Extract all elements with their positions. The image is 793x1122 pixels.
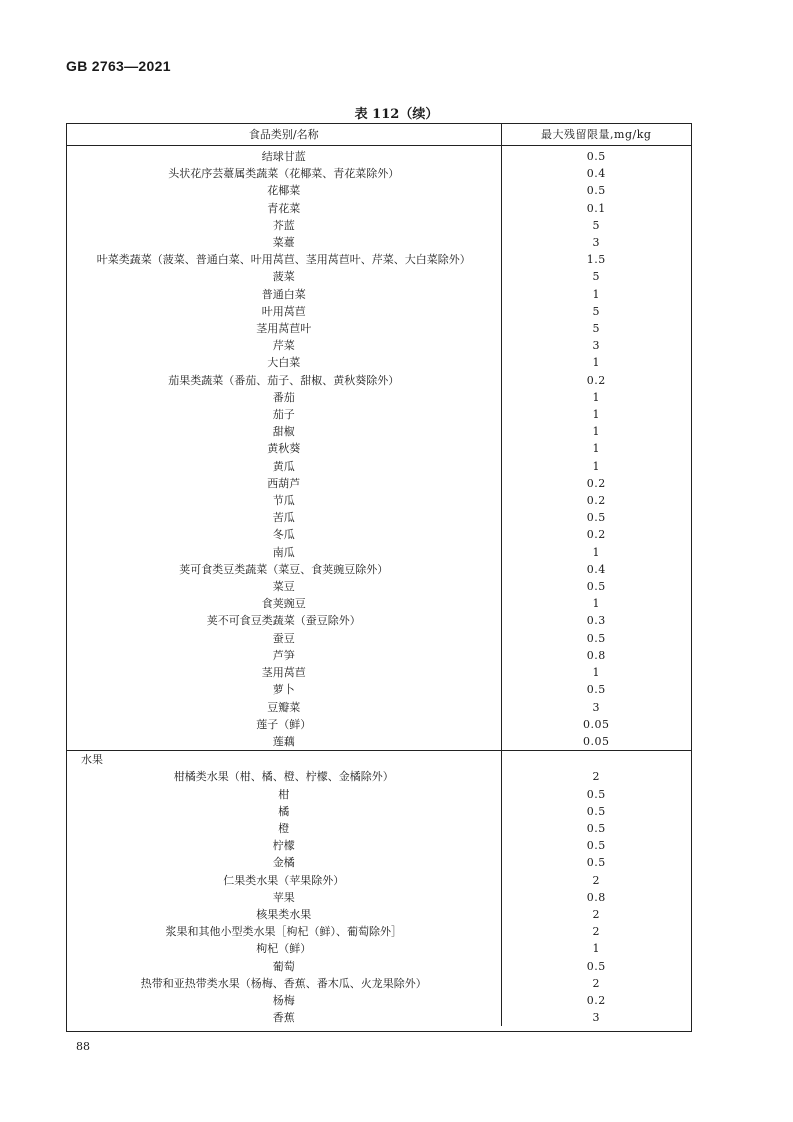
table-row	[67, 526, 691, 543]
food-name-cell: 南瓜	[67, 544, 501, 561]
residue-limit-cell: 0.5	[586, 787, 606, 801]
table-row	[67, 699, 691, 716]
table-row	[67, 182, 691, 199]
food-name-cell: 橘	[67, 803, 501, 820]
table-row	[67, 786, 691, 803]
table-row	[67, 544, 691, 561]
food-name-cell: 食荚豌豆	[67, 595, 501, 612]
residue-limit-cell: 2	[592, 907, 600, 921]
food-name-cell: 冬瓜	[67, 526, 501, 543]
food-name-cell: 浆果和其他小型类水果［枸杞（鲜）、葡萄除外］	[67, 923, 501, 940]
fruit-rows	[67, 751, 691, 1027]
food-name-cell: 柑橘类水果（柑、橘、橙、柠檬、金橘除外）	[67, 768, 501, 785]
table-row	[67, 234, 691, 251]
residue-limit-cell: 2	[592, 873, 600, 887]
table-row	[67, 820, 691, 837]
food-name-cell: 荚可食类豆类蔬菜（菜豆、食荚豌豆除外）	[67, 561, 501, 578]
food-name-cell: 芦笋	[67, 647, 501, 664]
food-name-cell: 莲藕	[67, 733, 501, 751]
table-row	[67, 630, 691, 647]
food-name-cell: 热带和亚热带类水果（杨梅、香蕉、番木瓜、火龙果除外）	[67, 975, 501, 992]
residue-limit-cell: 3	[592, 339, 600, 353]
table-row	[67, 923, 691, 940]
food-name-cell: 豆瓣菜	[67, 699, 501, 716]
residue-limit-cell: 3	[592, 700, 600, 714]
food-name-cell: 大白菜	[67, 354, 501, 371]
residue-limit-cell: 1	[592, 390, 600, 404]
table-row	[67, 578, 691, 595]
table-row	[67, 975, 691, 992]
residue-limit-cell: 1	[592, 666, 600, 680]
residue-limit-cell: 0.5	[586, 511, 606, 525]
residue-limit-cell: 1	[592, 459, 600, 473]
residue-limit-cell: 2	[592, 925, 600, 939]
table-row	[67, 492, 691, 509]
table-row	[67, 509, 691, 526]
residue-limit-cell: 0.5	[586, 856, 606, 870]
food-name-cell: 萝卜	[67, 681, 501, 698]
residue-limit-cell: 0.1	[586, 201, 606, 215]
residue-limit-cell: 0.05	[583, 734, 610, 748]
residue-limit-cell: 0.5	[586, 184, 606, 198]
table-row	[67, 251, 691, 268]
table-row	[67, 286, 691, 303]
page-number: 88	[76, 1040, 90, 1053]
residue-limit-table	[66, 123, 692, 1032]
vegetable-rows	[67, 146, 691, 751]
residue-limit-cell: 0.5	[586, 631, 606, 645]
residue-limit-cell: 0.2	[586, 993, 606, 1007]
table-row	[67, 146, 691, 166]
standard-code: GB 2763—2021	[66, 58, 171, 74]
table-row	[67, 354, 691, 371]
food-name-cell: 菜薹	[67, 234, 501, 251]
residue-limit-cell: 1	[592, 408, 600, 422]
residue-limit-cell: 3	[592, 1011, 600, 1025]
residue-limit-cell: 0.5	[586, 150, 606, 163]
food-name-cell: 苦瓜	[67, 509, 501, 526]
table-row	[67, 733, 691, 751]
table-row	[67, 475, 691, 492]
table-row	[67, 906, 691, 923]
food-name-cell: 叶菜类蔬菜（菠菜、普通白菜、叶用莴苣、茎用莴苣叶、芹菜、大白菜除外）	[67, 251, 501, 268]
table-row	[67, 940, 691, 957]
food-name-cell: 柑	[67, 786, 501, 803]
food-name-cell: 核果类水果	[67, 906, 501, 923]
food-name-cell: 仁果类水果（苹果除外）	[67, 872, 501, 889]
table-row	[67, 958, 691, 975]
food-name-cell: 黄秋葵	[67, 440, 501, 457]
residue-limit-cell: 1	[592, 545, 600, 559]
food-name-cell: 青花菜	[67, 200, 501, 217]
residue-limit-cell: 0.5	[586, 959, 606, 973]
food-name-cell: 节瓜	[67, 492, 501, 509]
residue-limit-cell: 5	[592, 304, 600, 318]
table-row	[67, 681, 691, 698]
table-row	[67, 716, 691, 733]
residue-limit-cell: 1	[592, 942, 600, 956]
table-row	[67, 561, 691, 578]
residue-limit-cell: 1	[592, 425, 600, 439]
food-name-cell: 菜豆	[67, 578, 501, 595]
table-row	[67, 992, 691, 1009]
table-row	[67, 440, 691, 457]
residue-limit-cell: 0.3	[586, 614, 606, 628]
food-name-cell: 香蕉	[67, 1009, 501, 1026]
residue-limit-cell: 0.2	[586, 476, 606, 490]
table-row	[67, 664, 691, 681]
food-name-cell: 黄瓜	[67, 458, 501, 475]
residue-limit-cell: 0.4	[586, 167, 606, 181]
residue-limit-cell: 2	[592, 770, 600, 784]
table-row	[67, 889, 691, 906]
food-name-cell: 番茄	[67, 389, 501, 406]
table-row	[67, 872, 691, 889]
food-name-cell: 菠菜	[67, 268, 501, 285]
residue-limit-cell: 5	[592, 218, 600, 232]
table-row	[67, 595, 691, 612]
residue-limit-cell: 0.5	[586, 839, 606, 853]
table-row	[67, 337, 691, 354]
residue-limit-cell: 3	[592, 236, 600, 250]
table-row	[67, 647, 691, 664]
residue-limit-cell: 0.5	[586, 821, 606, 835]
food-name-cell: 葡萄	[67, 958, 501, 975]
food-name-cell: 西葫芦	[67, 475, 501, 492]
table-row	[67, 406, 691, 423]
food-name-cell: 芥蓝	[67, 217, 501, 234]
food-name-cell: 普通白菜	[67, 286, 501, 303]
residue-limit-cell: 0.4	[586, 562, 606, 576]
food-name-cell: 芹菜	[67, 337, 501, 354]
residue-limit-cell: 0.5	[586, 804, 606, 818]
food-name-cell: 橙	[67, 820, 501, 837]
residue-limit-cell: 1	[592, 442, 600, 456]
residue-limit-cell: 0.2	[586, 494, 606, 508]
residue-limit-cell: 0.05	[583, 717, 610, 731]
table-row	[67, 612, 691, 629]
table-caption: 表 112（续）	[354, 107, 439, 122]
table-header-row	[67, 124, 691, 146]
table-row	[67, 200, 691, 217]
table-row	[67, 165, 691, 182]
food-name-cell: 头状花序芸薹属类蔬菜（花椰菜、青花菜除外）	[67, 165, 501, 182]
table-row	[67, 837, 691, 854]
food-name-cell: 莲子（鲜）	[67, 716, 501, 733]
residue-limit-cell: 1	[592, 597, 600, 611]
food-name-cell: 花椰菜	[67, 182, 501, 199]
food-name-cell: 甜椒	[67, 423, 501, 440]
table-row	[67, 217, 691, 234]
food-name-cell: 蚕豆	[67, 630, 501, 647]
food-name-cell: 枸杞（鲜）	[67, 940, 501, 957]
section-label-fruit: 水果	[67, 751, 501, 769]
food-name-cell: 茄果类蔬菜（番茄、茄子、甜椒、黄秋葵除外）	[67, 372, 501, 389]
table-row	[67, 268, 691, 285]
residue-limit-cell: 1	[592, 356, 600, 370]
column-header-food-category: 食品类别/名称	[67, 124, 501, 146]
food-name-cell: 茎用莴苣	[67, 664, 501, 681]
residue-limit-cell: 0.8	[586, 890, 606, 904]
table-row	[67, 854, 691, 871]
residue-limit-cell: 5	[592, 270, 600, 284]
table-row	[67, 803, 691, 820]
food-name-cell: 柠檬	[67, 837, 501, 854]
table-row	[67, 458, 691, 475]
table-row	[67, 372, 691, 389]
column-header-max-residue-limit: 最大残留限量,mg/kg	[501, 124, 691, 146]
food-name-cell: 杨梅	[67, 992, 501, 1009]
table-row	[67, 1009, 691, 1026]
residue-limit-cell: 0.2	[586, 373, 606, 387]
table-row	[67, 423, 691, 440]
table-row	[67, 389, 691, 406]
food-name-cell: 金橘	[67, 854, 501, 871]
food-name-cell: 茄子	[67, 406, 501, 423]
residue-limit-cell: 0.5	[586, 580, 606, 594]
food-name-cell: 叶用莴苣	[67, 303, 501, 320]
section-row-fruit	[67, 751, 691, 769]
residue-limit-cell: 1	[592, 287, 600, 301]
residue-limit-cell: 5	[592, 322, 600, 336]
residue-limit-cell: 0.8	[586, 648, 606, 662]
food-name-cell: 苹果	[67, 889, 501, 906]
food-name-cell: 结球甘蓝	[67, 146, 501, 166]
residue-limit-cell: 0.5	[586, 683, 606, 697]
food-name-cell: 荚不可食豆类蔬菜（蚕豆除外）	[67, 612, 501, 629]
table-row	[67, 768, 691, 785]
residue-limit-cell: 2	[592, 976, 600, 990]
section-label-spacer	[501, 751, 691, 769]
table-row	[67, 320, 691, 337]
table-row	[67, 303, 691, 320]
residue-limit-cell: 1.5	[586, 253, 606, 267]
food-name-cell: 茎用莴苣叶	[67, 320, 501, 337]
residue-limit-cell: 0.2	[586, 528, 606, 542]
